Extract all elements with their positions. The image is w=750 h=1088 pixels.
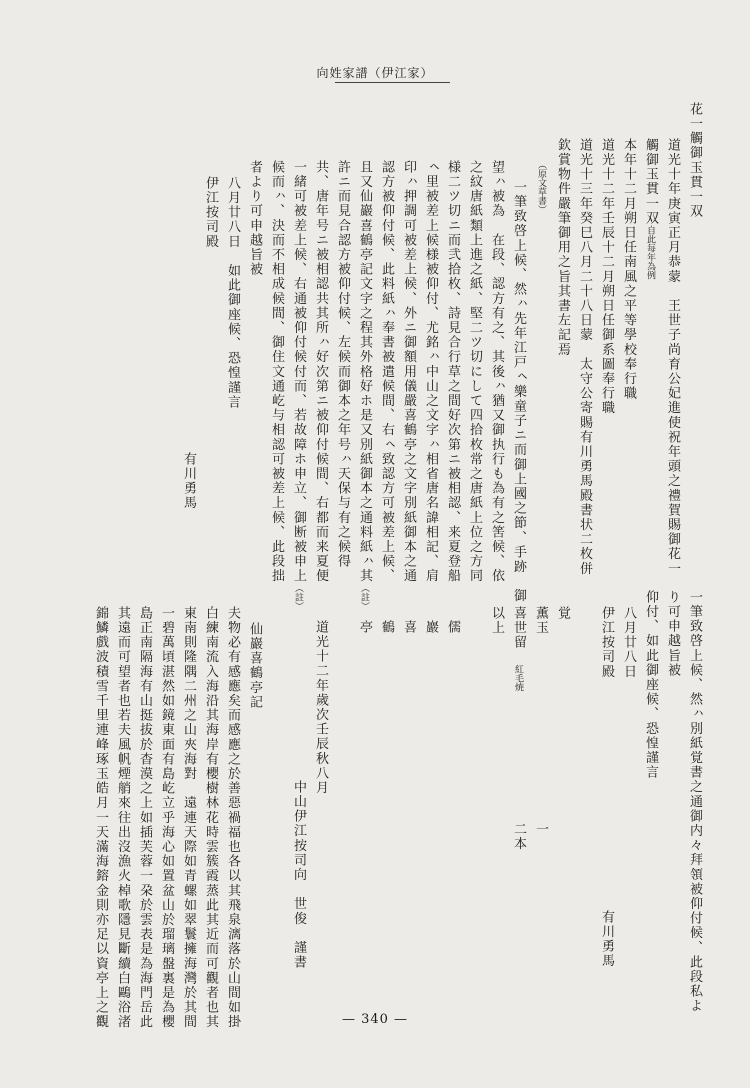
lower-col-8-text: 喜世留: [511, 606, 526, 650]
lower-col-23: 錦鱗戲波積雪千里連峰琢玉皓月一天滿海鎔金則亦足以資亭上之觀: [93, 606, 108, 1030]
lower-col-16-title: 仙巖喜鶴亭記: [247, 622, 262, 710]
upper-col-21: 者より可申越旨被: [247, 160, 262, 277]
upper-col-19: [288, 160, 306, 610]
lower-col-19: 東南則隆隅二州之山夾海對 遠連天際如青螺如翠鬟擁海灣於其間: [181, 606, 196, 1030]
lower-col-17: 夫物必有感應矣而感應之於善惡禍福也各以其飛泉漓落於山間如掛: [225, 606, 240, 1030]
upper-col-4: 本年十二月朔日任南風之平等學校奉行職: [621, 138, 636, 401]
lower-col-3: 仰付、如此御座候、恐惶謹言: [643, 590, 658, 780]
lower-col-10: 儒: [445, 620, 460, 635]
lower-col-13: 鶴: [379, 620, 394, 635]
upper-col-10: 望ㇵ被為 在段、認方有之、其後ㇵ猶又御执行も為有之筈候、依: [489, 160, 504, 584]
lower-col-8-count: 二本: [511, 822, 526, 852]
lower-col-7-count: 一: [533, 822, 548, 837]
upper-col-12: 様二ツ切ニ而弐拾枚、詩見合行草之間好次第ニ被相認、来夏登船: [445, 160, 460, 584]
upper-col-1: 花一觸御玉貫一双: [687, 102, 702, 219]
lower-col-5: 伊江按司殿: [599, 606, 614, 679]
lower-col-14: 亭: [357, 620, 372, 635]
upper-col-15: 認方被仰付候、此料紙ㇵ奉書被遣候間、右ㇸ致認方可被差上候、: [379, 160, 394, 584]
upper-col-19-text: 一緒可被差上候、右通被仰付候付而、若故障ホ申立、御断被申上: [291, 160, 306, 584]
lower-col-7: 薫玉: [533, 606, 548, 636]
upper-signature: 有川勇馬: [181, 452, 196, 511]
upper-col-3: [640, 138, 658, 280]
lower-col-21: 島正南隔海有山挺拔於杳漠之上如插芙蓉一朶於雲表是為海門岳此: [137, 606, 152, 1030]
upper-col-2: 道光十年庚寅正月恭蒙 王世子尚育公妃進使祝年頭之禮賀賜御花一: [665, 138, 680, 576]
upper-col-9: 一筆致啓上候、然ㇵ先年江戸ㇸ樂童子ニ而御上國之節、手跡 御: [511, 180, 526, 604]
upper-col-6: 道光十三年癸巳八月二十八日蒙 太守公寄賜有川勇馬殿書状二枚併: [577, 138, 592, 576]
upper-col-22: 八月廿八日 如此御座候、恐惶謹言: [225, 176, 240, 410]
upper-col-3-main: 觸御玉貫一双: [643, 138, 658, 226]
lower-col-18: 白練南流入海沿其海岸有櫻樹林花時雲簇霞蒸此其近而可觀者也其: [203, 606, 218, 1030]
lower-col-8: [508, 606, 526, 691]
lower-col-9: 以上: [489, 606, 504, 636]
upper-col-18: 共、唐年号ニ被相認共其所ㇵ好次第ニ被仰付候間、右都而来夏便: [313, 160, 328, 584]
upper-col-16-text: 且又仙巖喜鶴亭記文字之程其外格好ホ是又別紙御本之通料紙ㇵ其: [357, 160, 372, 584]
upper-col-11: 之紋唐紙類上進之紙、堅二ツ切にして四拾枚常之唐紙上位之方同: [467, 160, 482, 584]
lower-col-22: 其遠而可望者也若夫風帆煙艄來往出沒漁火棹歌隱見斷續白鷗浴渚: [115, 606, 130, 1030]
lower-col-12: 喜: [401, 620, 416, 635]
upper-col-19-note: （註）: [293, 583, 303, 611]
upper-col-5: 道光十二年壬辰十二月朔日任御系圖奉行職: [599, 138, 614, 416]
lower-col-20: 一碧萬頃湛然如鏡東面有島屹立乎海心如置盆山於瑠璃盤裏是為櫻: [159, 606, 174, 1030]
upper-col-16: [354, 160, 372, 610]
lower-col-8-note: 紅毛焼: [513, 664, 523, 692]
upper-col-17: 許ニ而見合認方被仰付候、左候而御本之年号ㇵ天保与有之候得: [335, 160, 350, 569]
upper-col-16-note: （註）: [359, 583, 369, 611]
header-rule: [335, 82, 450, 83]
lower-col-15-signature: 中山伊江按司向 世俊 謹書: [291, 780, 306, 970]
upper-col-7: 欽賞物件嚴筆御用之旨其書左記焉: [555, 138, 570, 357]
lower-col-4: 八月廿八日: [621, 606, 636, 679]
running-header: 向姓家譜（伊江家）: [316, 66, 434, 80]
lower-col-2: り可申越旨被: [665, 590, 680, 678]
lower-col-5-signature: 有川勇馬: [599, 910, 614, 969]
lower-col-1: 一筆致啓上候、然ㇵ別紙覚書之通御内々拜領被仰付候、此段私よ: [687, 590, 702, 1014]
lower-col-6: 覚: [555, 606, 570, 621]
upper-col-20: 候而ㇵ、決而不相成候間、御住文通屹与相認可被差上候、此段拙: [269, 160, 284, 584]
page-number: — 340 —: [341, 1012, 409, 1027]
lower-col-15: 道光十二年歲次壬辰秋八月: [313, 620, 328, 796]
upper-col-23: 伊江按司殿: [203, 176, 218, 249]
lower-col-11: 巖: [423, 620, 438, 635]
upper-col-8-note: （原文草書）: [536, 160, 546, 214]
upper-col-13: ㇸ里被差上候様被仰付、尤銘ㇵ中山之文字ㇵ相省唐名諱相記、肩: [423, 160, 438, 584]
upper-col-3-note: 自此每年為例: [645, 225, 655, 280]
upper-col-14: 印ㇵ押調可被差上候、外ニ御額用儀嚴喜鶴亭之文字別紙御本之通: [401, 160, 416, 584]
